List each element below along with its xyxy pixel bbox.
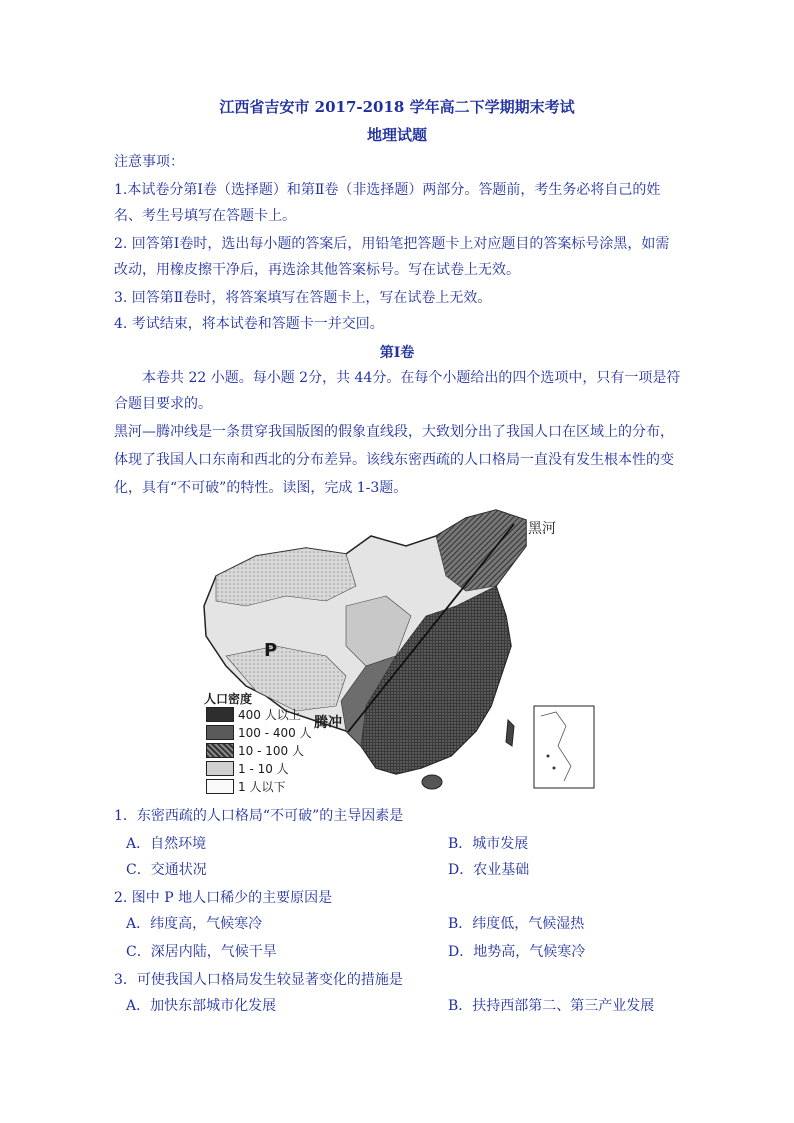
legend-swatch [206,707,234,722]
notice-item-2-line-2: 改动，用橡皮擦干净后，再选涂其他答案标号。写在试卷上无效。 [114,262,520,278]
question-3-stem: 3．可使我国人口格局发生较显著变化的措施是 [114,972,403,988]
notice-item-3: 3. 回答第Ⅱ卷时，将答案填写在答题卡上，写在试卷上无效。 [114,290,492,306]
legend-label: 1 人以下 [238,779,286,794]
legend-title: 人口密度 [204,692,253,706]
legend-swatch [206,743,234,758]
legend-item [206,778,285,794]
notice-item-1-line-1: 1.本试卷分第Ⅰ卷（选择题）和第Ⅱ卷（非选择题）两部分。答题前，考生务必将自己的姓 [114,182,661,198]
legend-swatch [206,761,234,776]
exam-subtitle: 地理试题 [366,126,427,144]
question-1-option-a: A．自然环境 [126,836,207,852]
legend-label: 100 - 400 人 [238,725,312,740]
exam-title: 江西省吉安市 2017-2018 学年高二下学期期末考试 [219,98,575,116]
question-2-option-c: C．深居内陆，气候干旱 [126,944,277,960]
map-legend [202,692,342,794]
p-region-label: P [264,640,278,661]
question-2-option-d: D．地势高，气候寒冷 [448,944,586,960]
question-1-option-d: D．农业基础 [448,862,530,878]
section-1-intro-line-2: 合题目要求的。 [114,396,212,412]
question-1-option-b: B．城市发展 [448,836,529,852]
notice-item-4: 4. 考试结束，将本试卷和答题卡一并交回。 [114,316,384,332]
heihe-label: 黑河 [528,521,556,537]
question-1-option-c: C．交通状况 [126,862,207,878]
notice-item-1-line-2: 名、考生号填写在答题卡上。 [114,208,296,224]
legend-item [206,706,301,722]
passage-line-2: 体现了我国人口东南和西北的分布差异。该线东密西疏的人口格局一直没有发生根本性的变 [114,452,674,468]
question-2-option-b: B．纬度低，气候湿热 [448,916,585,932]
legend-label: 400 人以上 [238,707,301,722]
section-1-heading: 第Ⅰ卷 [379,345,415,361]
legend-swatch [206,779,234,794]
question-3-option-a: A．加快东部城市化发展 [126,998,277,1014]
passage-line-1: 黑河—腾冲线是一条贯穿我国版图的假象直线段，大致划分出了我国人口在区域上的分布， [114,424,674,440]
section-1-intro-line-1: 本卷共 22 小题。每小题 2分，共 44分。在每个小题给出的四个选项中，只有一项是符 [142,370,681,386]
tengchong-label: 腾冲 [314,715,342,731]
legend-item [206,742,304,758]
legend-item [206,760,289,776]
legend-label: 10 - 100 人 [238,743,304,758]
notice-item-2-line-1: 2. 回答第Ⅰ卷时，选出每小题的答案后，用铅笔把答题卡上对应题目的答案标号涂黑，如需 [114,236,670,252]
question-2-option-a: A．纬度高，气候寒冷 [126,916,263,932]
passage-line-3: 化，具有“不可破”的特性。读图，完成 1-3题。 [114,480,408,496]
notice-heading: 注意事项： [114,154,184,170]
legend-item [206,724,312,740]
legend-swatch [206,725,234,740]
question-1-stem: 1．东密西疏的人口格局“不可破”的主导因素是 [114,808,404,824]
question-2-stem: 2. 图中 P 地人口稀少的主要原因是 [114,890,333,906]
question-3-option-b: B．扶持西部第二、第三产业发展 [448,998,655,1014]
legend-label: 1 - 10 人 [238,761,289,776]
